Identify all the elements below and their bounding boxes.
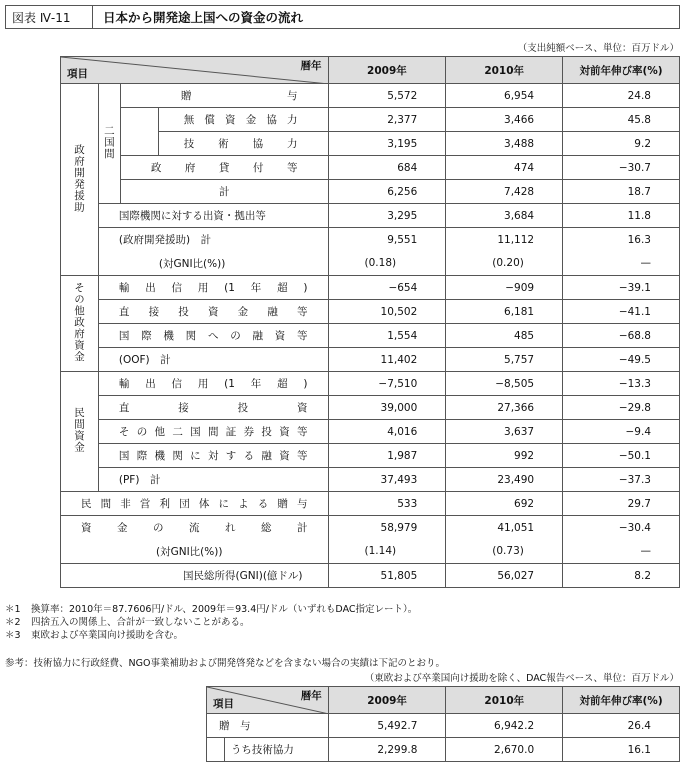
group-private: 民間資金 bbox=[61, 372, 99, 492]
cell-rate: −9.4 bbox=[563, 420, 680, 444]
header-2010: 2010年 bbox=[446, 57, 563, 84]
cell-2009: 1,554 bbox=[328, 324, 446, 348]
group-oof: その他政府資金 bbox=[61, 276, 99, 372]
row-label: 計 bbox=[120, 180, 328, 204]
cell-2009: 684 bbox=[328, 156, 446, 180]
title-bar bbox=[5, 5, 680, 29]
cell-rate: — bbox=[563, 540, 680, 564]
cell-rate: −37.3 bbox=[563, 468, 680, 492]
cell-rate: 45.8 bbox=[563, 108, 680, 132]
row-label: 資金の流れ総計 bbox=[61, 516, 329, 540]
cell-2009: 2,377 bbox=[328, 108, 446, 132]
row-label: 国民総所得(GNI)(億ドル) bbox=[61, 564, 329, 588]
row-label: (PF) 計 bbox=[98, 468, 328, 492]
cell-2010: 23,490 bbox=[446, 468, 563, 492]
cell-2009: 4,016 bbox=[328, 420, 446, 444]
grant-sub-spacer bbox=[120, 108, 158, 156]
figure-label: 図表 Ⅳ-11 bbox=[6, 6, 93, 28]
cell-rate: 16.3 bbox=[563, 228, 680, 252]
cell-2010: 474 bbox=[446, 156, 563, 180]
cell-2009: 3,195 bbox=[328, 132, 446, 156]
cell-2009: 1,987 bbox=[328, 444, 446, 468]
row-label: 贈与 bbox=[120, 84, 328, 108]
footnote: ＊3 東欧および卒業国向け援助を含む。 bbox=[5, 630, 184, 641]
cell-rate: 9.2 bbox=[563, 132, 680, 156]
cell-2009: 533 bbox=[328, 492, 446, 516]
footnote: ＊2 四捨五入の関係上、合計が一致しないことがある。 bbox=[5, 617, 250, 628]
cell-2009: 6,256 bbox=[328, 180, 446, 204]
cell-2010: 7,428 bbox=[446, 180, 563, 204]
cell-rate: −41.1 bbox=[563, 300, 680, 324]
row-label: 国際機関に対する融資等 bbox=[98, 444, 328, 468]
row-label: 民間非営利団体による贈与 bbox=[61, 492, 329, 516]
row-label: その他二国間証券投資等 bbox=[98, 420, 328, 444]
cell-2009: 37,493 bbox=[328, 468, 446, 492]
cell-rate: 18.7 bbox=[563, 180, 680, 204]
row-label: 政府貸付等 bbox=[120, 156, 328, 180]
row-label: うち技術協力 bbox=[224, 738, 328, 762]
header-2009: 2009年 bbox=[328, 57, 446, 84]
unit-note-ref: （東欧および卒業国向け援助を除く、DAC報告ベース、単位：百万ドル） bbox=[364, 673, 679, 684]
row-label: (政府開発援助) 計 bbox=[98, 228, 328, 252]
row-label: 輸出信用(1年超) bbox=[98, 372, 328, 396]
cell-2009: −654 bbox=[328, 276, 446, 300]
unit-note: （支出純額ベース、単位：百万ドル） bbox=[517, 43, 679, 54]
ref-header-rate: 対前年伸び率(%) bbox=[563, 687, 680, 714]
cell-2010: 3,466 bbox=[446, 108, 563, 132]
cell-rate: −30.4 bbox=[563, 516, 680, 540]
cell-2009: 10,502 bbox=[328, 300, 446, 324]
header-item: 項目 bbox=[67, 68, 88, 80]
row-label: (対GNI比(%)) bbox=[98, 252, 328, 276]
cell-2009: 11,402 bbox=[328, 348, 446, 372]
cell-2010: 3,684 bbox=[446, 204, 563, 228]
row-label: 直接投資 bbox=[98, 396, 328, 420]
cell-2010: 27,366 bbox=[446, 396, 563, 420]
cell-2010: 6,181 bbox=[446, 300, 563, 324]
cell-rate: −30.7 bbox=[563, 156, 680, 180]
cell-2010: 41,051 bbox=[446, 516, 563, 540]
header-item-year bbox=[61, 57, 329, 84]
cell-2010: (0.20) bbox=[446, 252, 563, 276]
cell-2010: −8,505 bbox=[446, 372, 563, 396]
ref-header-2010: 2010年 bbox=[446, 687, 563, 714]
cell-2010: 485 bbox=[446, 324, 563, 348]
cell-2010: 692 bbox=[446, 492, 563, 516]
cell-2009: 39,000 bbox=[328, 396, 446, 420]
cell-rate: 24.8 bbox=[563, 84, 680, 108]
cell-rate: — bbox=[563, 252, 680, 276]
header-year: 暦年 bbox=[300, 60, 322, 72]
cell-2009: 51,805 bbox=[328, 564, 446, 588]
cell-2010: 2,670.0 bbox=[446, 738, 563, 762]
ref-spacer bbox=[207, 738, 225, 762]
row-label: (対GNI比(%)) bbox=[61, 540, 329, 564]
cell-2010: 11,112 bbox=[446, 228, 563, 252]
cell-2009: 5,492.7 bbox=[328, 714, 446, 738]
cell-rate: −29.8 bbox=[563, 396, 680, 420]
ref-header-item-year bbox=[207, 687, 329, 714]
cell-rate: −68.8 bbox=[563, 324, 680, 348]
reference-table bbox=[206, 686, 680, 762]
cell-2010: 3,637 bbox=[446, 420, 563, 444]
group-bilateral: 二国間 bbox=[98, 84, 120, 204]
cell-rate: 29.7 bbox=[563, 492, 680, 516]
row-label: 直接投資金融等 bbox=[98, 300, 328, 324]
cell-2009: 2,299.8 bbox=[328, 738, 446, 762]
ref-header-year: 暦年 bbox=[300, 690, 322, 702]
cell-rate: −39.1 bbox=[563, 276, 680, 300]
cell-rate: 8.2 bbox=[563, 564, 680, 588]
row-label: (OOF) 計 bbox=[98, 348, 328, 372]
cell-2010: 56,027 bbox=[446, 564, 563, 588]
cell-rate: 11.8 bbox=[563, 204, 680, 228]
cell-2009: 5,572 bbox=[328, 84, 446, 108]
footnote: ＊1 換算率：2010年＝87.7606円/ドル、2009年＝93.4円/ドル（いずれもDAC指定レート）。 bbox=[5, 604, 418, 615]
ref-header-2009: 2009年 bbox=[328, 687, 446, 714]
cell-2010: (0.73) bbox=[446, 540, 563, 564]
footnotes bbox=[5, 603, 417, 642]
ref-header-item: 項目 bbox=[213, 698, 234, 710]
reference-note: 参考：技術協力に行政経費、NGO事業補助および開発啓発などを含まない場合の実績は下記のとおり。 bbox=[5, 658, 445, 669]
row-label: 技術協力 bbox=[158, 132, 328, 156]
cell-2009: 58,979 bbox=[328, 516, 446, 540]
cell-rate: 26.4 bbox=[563, 714, 680, 738]
main-table bbox=[60, 56, 680, 588]
cell-2010: 5,757 bbox=[446, 348, 563, 372]
header-rate: 対前年伸び率(%) bbox=[563, 57, 680, 84]
cell-2010: 6,954 bbox=[446, 84, 563, 108]
cell-rate: −50.1 bbox=[563, 444, 680, 468]
group-oda: 政府開発援助 bbox=[61, 84, 99, 276]
cell-2010: 992 bbox=[446, 444, 563, 468]
cell-2009: (1.14) bbox=[328, 540, 446, 564]
row-label: 国際機関への融資等 bbox=[98, 324, 328, 348]
cell-2009: 3,295 bbox=[328, 204, 446, 228]
cell-2009: (0.18) bbox=[328, 252, 446, 276]
row-label: 無償資金協力 bbox=[158, 108, 328, 132]
cell-rate: −49.5 bbox=[563, 348, 680, 372]
cell-2009: −7,510 bbox=[328, 372, 446, 396]
cell-2010: −909 bbox=[446, 276, 563, 300]
cell-rate: 16.1 bbox=[563, 738, 680, 762]
cell-2009: 9,551 bbox=[328, 228, 446, 252]
cell-2010: 6,942.2 bbox=[446, 714, 563, 738]
figure-title: 日本から開発途上国への資金の流れ bbox=[103, 10, 304, 25]
row-label: 国際機関に対する出資・拠出等 bbox=[98, 204, 328, 228]
cell-rate: −13.3 bbox=[563, 372, 680, 396]
cell-2010: 3,488 bbox=[446, 132, 563, 156]
row-label: 輸出信用(1年超) bbox=[98, 276, 328, 300]
row-label: 贈 与 bbox=[207, 714, 329, 738]
